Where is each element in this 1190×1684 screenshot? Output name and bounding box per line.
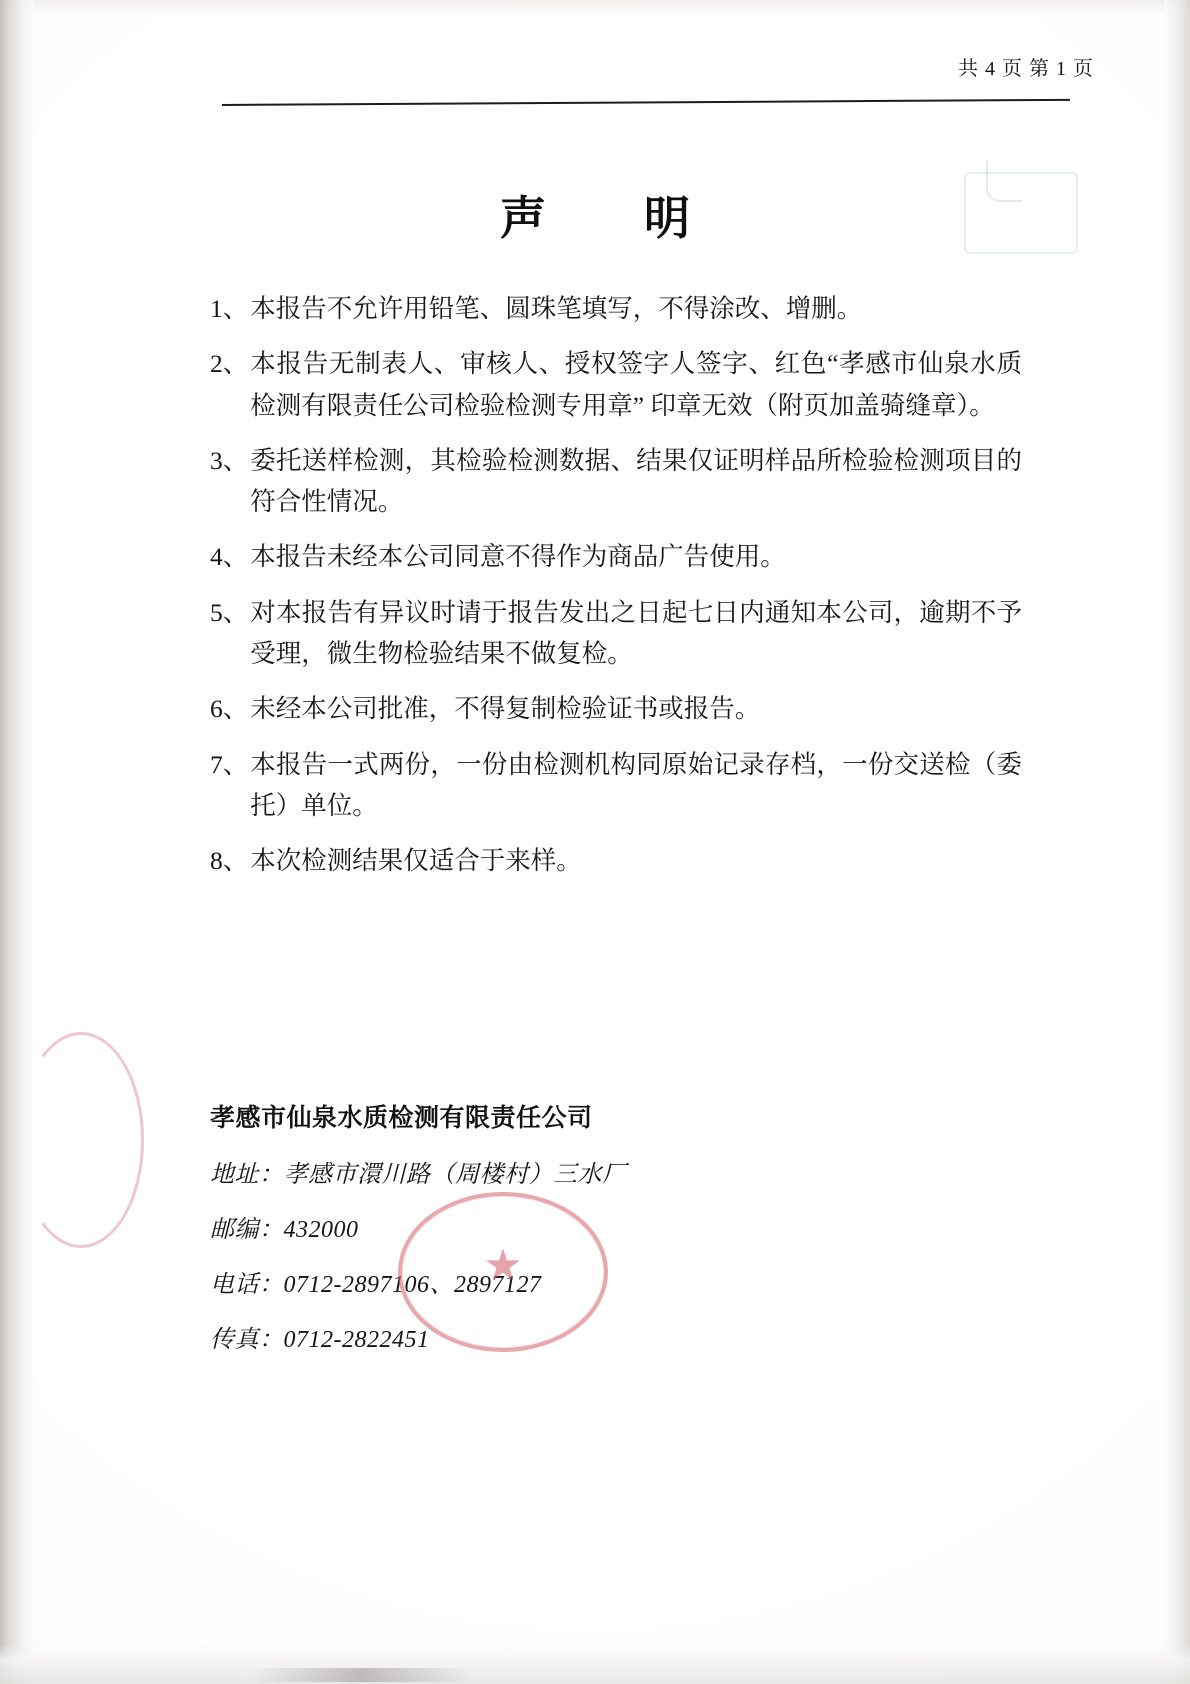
list-item: [210, 592, 1022, 675]
clause-number: 8、: [210, 846, 249, 876]
clause-number: 1、: [210, 294, 249, 323]
list-item: [210, 343, 1022, 426]
page-title: 声 明: [500, 191, 716, 245]
list-item: [210, 744, 1022, 827]
clause-text: 对本报告有异议时请于报告发出之日起七日内通知本公司，逾期不予受理，微生物检验结果不做复检。: [250, 597, 1022, 669]
company-postcode: 邮编：432000: [210, 1217, 359, 1243]
header-divider: [222, 99, 1070, 106]
page-indicator: 共 4 页 第 1 页: [958, 58, 1094, 80]
list-item: [210, 288, 1022, 329]
clause-number: 4、: [210, 542, 249, 572]
company-address: 地址：孝感市澴川路（周楼村）三水厂: [210, 1162, 627, 1188]
partial-seal-left: [18, 1032, 144, 1248]
clause-text: 委托送样检测，其检验检测数据、结果仅证明样品所检验检测项目的符合性情况。: [250, 445, 1022, 517]
company-phone: 电话：0712-2897106、2897127: [210, 1272, 542, 1298]
clause-number: 2、: [210, 349, 249, 379]
list-item: [210, 536, 1022, 577]
list-item: [210, 440, 1022, 523]
clause-number: 7、: [210, 749, 249, 779]
scan-edge-left: [0, 0, 34, 1684]
company-info: [210, 1098, 990, 1374]
clause-list: [210, 288, 1022, 896]
company-fax: 传真：0712-2822451: [210, 1327, 430, 1353]
list-item: [210, 688, 1022, 729]
scan-edge-bottom: [0, 1644, 1190, 1684]
company-name: 孝感市仙泉水质检测有限责任公司: [210, 1105, 593, 1132]
clause-text: 本报告不允许用铅笔、圆珠笔填写，不得涂改、增删。: [250, 294, 863, 323]
scan-edge-top: [0, 0, 1190, 16]
clause-text: 本次检测结果仅适合于来样。: [250, 846, 582, 876]
scan-edge-right: [1164, 0, 1190, 1684]
clause-number: 3、: [210, 445, 249, 475]
clause-text: 本报告一式两份，一份由检测机构同原始记录存档，一份交送检（委托）单位。: [250, 749, 1022, 820]
clause-text: 本报告未经本公司同意不得作为商品广告使用。: [250, 542, 786, 572]
clause-number: 6、: [210, 694, 249, 724]
clause-number: 5、: [210, 597, 249, 627]
clause-text: 本报告无制表人、审核人、授权签字人签字、红色“孝感市仙泉水质检测有限责任公司检验检测专用章” 印章无效（附页加盖骑缝章）。: [250, 349, 1022, 420]
list-item: [210, 840, 1022, 881]
clause-text: 未经本公司批准，不得复制检验证书或报告。: [250, 694, 761, 724]
